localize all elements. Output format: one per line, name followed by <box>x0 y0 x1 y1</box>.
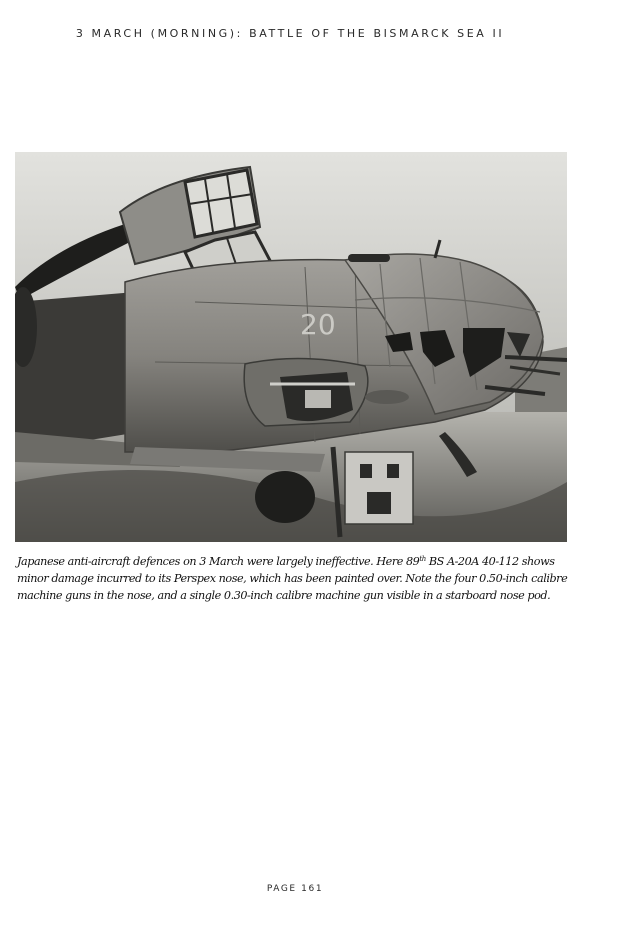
figure-caption <box>17 553 577 604</box>
main-wheel <box>255 471 315 523</box>
caption-superscript: th <box>419 555 426 563</box>
running-head: 3 MARCH (MORNING): BATTLE OF THE BISMARCK SEA II <box>75 27 505 40</box>
nose-number: 20 <box>300 308 336 341</box>
page-number: PAGE 161 <box>266 884 324 894</box>
aircraft-photo <box>15 152 567 542</box>
caption-text-start: Japanese anti-aircraft defences on 3 March were largely ineffective. Here 89 <box>17 555 420 568</box>
caption-text-end: BS A-20A 40-112 shows minor damage incurred to its Perspex nose, which has been painted over. Note the four 0.50-inch calibre machine guns in the nose, and a single 0.30-inch calibre machine gun visible in a starboard nose pod. <box>17 555 568 602</box>
